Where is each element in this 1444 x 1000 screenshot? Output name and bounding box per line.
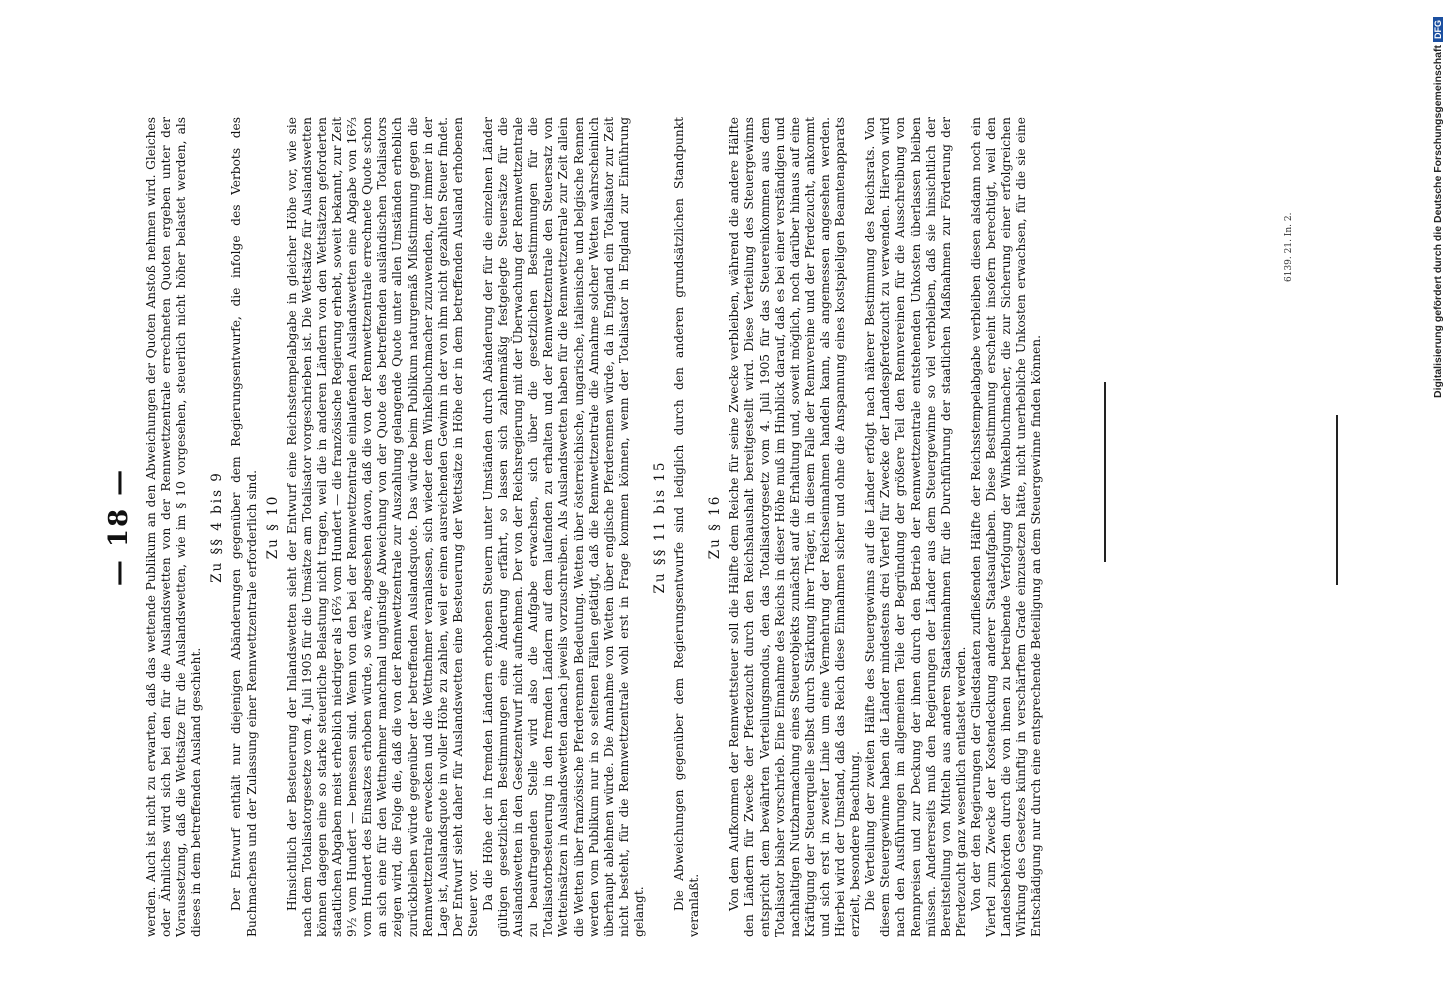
print-code: 6139. 21. In. 2. xyxy=(1284,212,1294,282)
paragraph: Die Abweichungen gegenüber dem Regierungsentwurfe sind lediglich durch den anderen grundsätzlichen Standpunkt veranlaßt. xyxy=(672,117,702,937)
document-body xyxy=(144,117,1044,937)
section-heading: Zu § 16 xyxy=(707,494,724,560)
paragraph: Der Entwurf enthält nur diejenigen Abänderungen gegenüber dem Regierungsentwurfe, die infolge des Verbots des Buchmachens und der Zulassung einer Rennwettzentrale erforderlich sind. xyxy=(229,117,259,937)
section-heading: Zu §§ 4 bis 9 xyxy=(209,471,226,583)
paragraph: Da die Höhe der in fremden Ländern erhobenen Steuern unter Umständen durch Abänderung der für die einzelnen Länder gültigen gesetzlichen Bestimmungen eine Änderung erfährt, so lassen sich zahlenmäßig festgelegte Steuersätze für die Auslandswetten in den Gesetzentwurf nicht aufnehmen. Der von der Reichsregierung mit der Überwachung der Rennwettzentrale zu beauftragenden Stelle wird also die Aufgabe erwachsen, sich über die gesetzlichen Bestimmungen für die Totalisatorbesteuerung in den fremden Ländern auf dem laufenden zu erhalten und der Rennwettzentrale den Steuersatz von Wetteinsätzen in Auslandswetten danach jeweils vorzuschreiben. Als Auslandswetten haben für die Rennwettzentrale zur Zeit allein die Wetten über französische Pferderennen Bedeutung. Wetten über österreichische, ungarische, italienische und belgische Rennen werden vom Publikum nur in so seltenen Fällen getätigt, daß die Rennwettzentrale die Annahme solcher Wetten wahrscheinlich überhaupt ablehnen würde. Die Annahme von Wetten über englische Pferderennen würde, da in England ein Totalisator zur Zeit nicht besteht, für die Rennwettzentrale wohl erst in Frage kommen können, wenn der Totalisator in England zur Einführung gelangt. xyxy=(480,117,646,937)
paragraph: Von der den Regierungen der Gliedstaaten zufließenden Hälfte der Reichsstempelabgabe verbleiben diesen alsdann noch ein Viertel zum Zwecke der Kostendeckung anderer Staatsaufgaben. Diese Bestimmung erscheint insofern berechtigt, weil den Landesbehörden durch die von ihnen zu betreibende Verfolgung der Winkelbuchmacher, die zur Sicherung einer erfolgreichen Wirkung des Gesetzes künftig in verschärftem Grade einzusetzen hätte, nicht unerhebliche Unkosten erwachsen, für die sie eine Entschädigung nur durch eine entsprechende Beteiligung an dem Steuergewinne finden können. xyxy=(968,117,1044,937)
paragraph: Hinsichtlich der Besteuerung der Inlandswetten sieht der Entwurf eine Reichsstempelabgabe in gleicher Höhe vor, wie sie nach dem Totalisatorgesetze vom 4. Juli 1905 für die Umsätze am Totalisator vorgeschrieben ist. Die Wettsätze für Auslandswetten können dagegen eine so starke steuerliche Belastung nicht tragen, weil die in anderen Ländern von den Wettsätzen geforderten staatlichen Abgaben meist erheblich niedriger als 16⅔ vom Hundert — die französische Regierung erhebt, soweit bekannt, zur Zeit 9½ vom Hundert — bemessen sind. Wenn von den bei der Rennwettzentrale einlaufenden Auslandswetten eine Abgabe von 16⅔ vom Hundert des Einsatzes erhoben würde, so wäre, abgesehen davon, daß die von der Rennwettzentrale errechnete Quote schon an sich eine für den Wettnehmer manchmal ungünstige Abweichung von der Quote des betreffenden ausländischen Totalisators zeigen wird, die Folge die, daß die von der Rennwettzentrale zur Auszahlung gelangende Quote unter allen Umständen erheblich zurückbleiben würde gegenüber der betreffenden Auslandsquote. Das würde beim Publikum naturgemäß Mißstimmung gegen die Rennwettzentrale erwecken und die Wettnehmer veranlassen, sich wieder dem Winkelbuchmacher zuzuwenden, der immer in der Lage ist, Auslandsquote in voller Höhe zu zahlen, weil er einen ausreichenden Gewinn in der von ihm nicht gezahlten Steuer findet. Der Entwurf sieht daher für Auslandswetten eine Besteuerung der Wettsätze in Höhe der in dem betreffenden Ausland erhobenen Steuer vor. xyxy=(284,117,480,937)
paragraph: Von dem Aufkommen der Rennwettsteuer soll die Hälfte dem Reiche für seine Zwecke verbleiben, während die andere Hälfte den Ländern für Zwecke der Pferdezucht durch den Reichshaushalt bereitgestellt wird. Diese Verteilung des Steuergewinns entspricht dem bewährten Verteilungsmodus, den das Totalisatorgesetz vom 4. Juli 1905 für das Steuereinkommen aus dem Totalisator bisher vorschrieb. Eine Einnahme des Reichs in dieser Höhe muß im Hinblick darauf, daß es bei einer verständigen und nachhaltigen Nutzbarmachung eines Steuerobjekts zunächst auf die Erhaltung und, soweit möglich, noch darüber hinaus auf eine Kräftigung der Steuerquelle selbst durch Stärkung ihrer Träger, in diesem Falle der Rennvereine und der Pferdezucht, ankommt und sich erst in zweiter Linie um eine Vermehrung der Reichseinnahmen handeln kann, als angemessen angesehen werden. Hierbei wird der Umstand, daß das Reich diese Einnahmen sicher und ohne die Anspannung eines kostspieligen Beamtenapparats erzielt, besondere Beachtung. xyxy=(727,117,863,937)
separator-rule xyxy=(1336,415,1338,585)
section-heading: Zu § 10 xyxy=(264,494,281,560)
section-heading: Zu §§ 11 bis 15 xyxy=(652,460,668,594)
rotated-page-content xyxy=(104,117,1304,937)
digitization-note: Digitalisierung gefördert durch die Deutsche Forschungsgemeinschaft xyxy=(1432,45,1444,398)
digitization-banner xyxy=(1418,10,1444,990)
dfg-logo: DFG xyxy=(1433,17,1443,42)
end-rule xyxy=(1104,382,1106,562)
page-number: — 18 — xyxy=(104,467,134,587)
paragraph: Die Verteilung der zweiten Hälfte des Steuergewinns auf die Länder erfolgt nach näherer Bestimmung des Reichsrats. Von diesem Steuergewinne haben die Länder mindestens drei Viertel für Zwecke der Landespferdezucht zu verwenden. Hiervon wird nach den Ausführungen im allgemeinen Teile der Begründung der größere Teil den Rennvereinen für die Ausschreibung von Rennpreisen und zur Deckung der ihnen durch den Betrieb der Rennwettzentrale entstehenden Unkosten überlassen bleiben müssen. Andererseits muß den Regierungen der Länder aus dem Steuergewinne so viel verbleiben, daß sie hinsichtlich der Bereitstellung von Mitteln aus anderen Staatseinnahmen für die Durchführung der staatlichen Maßnahmen zur Förderung der Pferdezucht ganz wesentlich entlastet werden. xyxy=(863,117,968,937)
paragraph: werden. Auch ist nicht zu erwarten, daß das wettende Publikum an den Abweichungen der Quoten Anstoß nehmen wird. Gleiches oder Ähnliches wird sich bei den für die Auslandswetten von der Rennwettzentrale errechneten Quoten ergeben unter der Voraussetzung, daß die Wettsätze für die Auslandswetten, wie im § 10 vorgesehen, steuerlich nicht höher belastet werden, als dieses in dem betreffenden Ausland geschieht. xyxy=(144,117,204,937)
